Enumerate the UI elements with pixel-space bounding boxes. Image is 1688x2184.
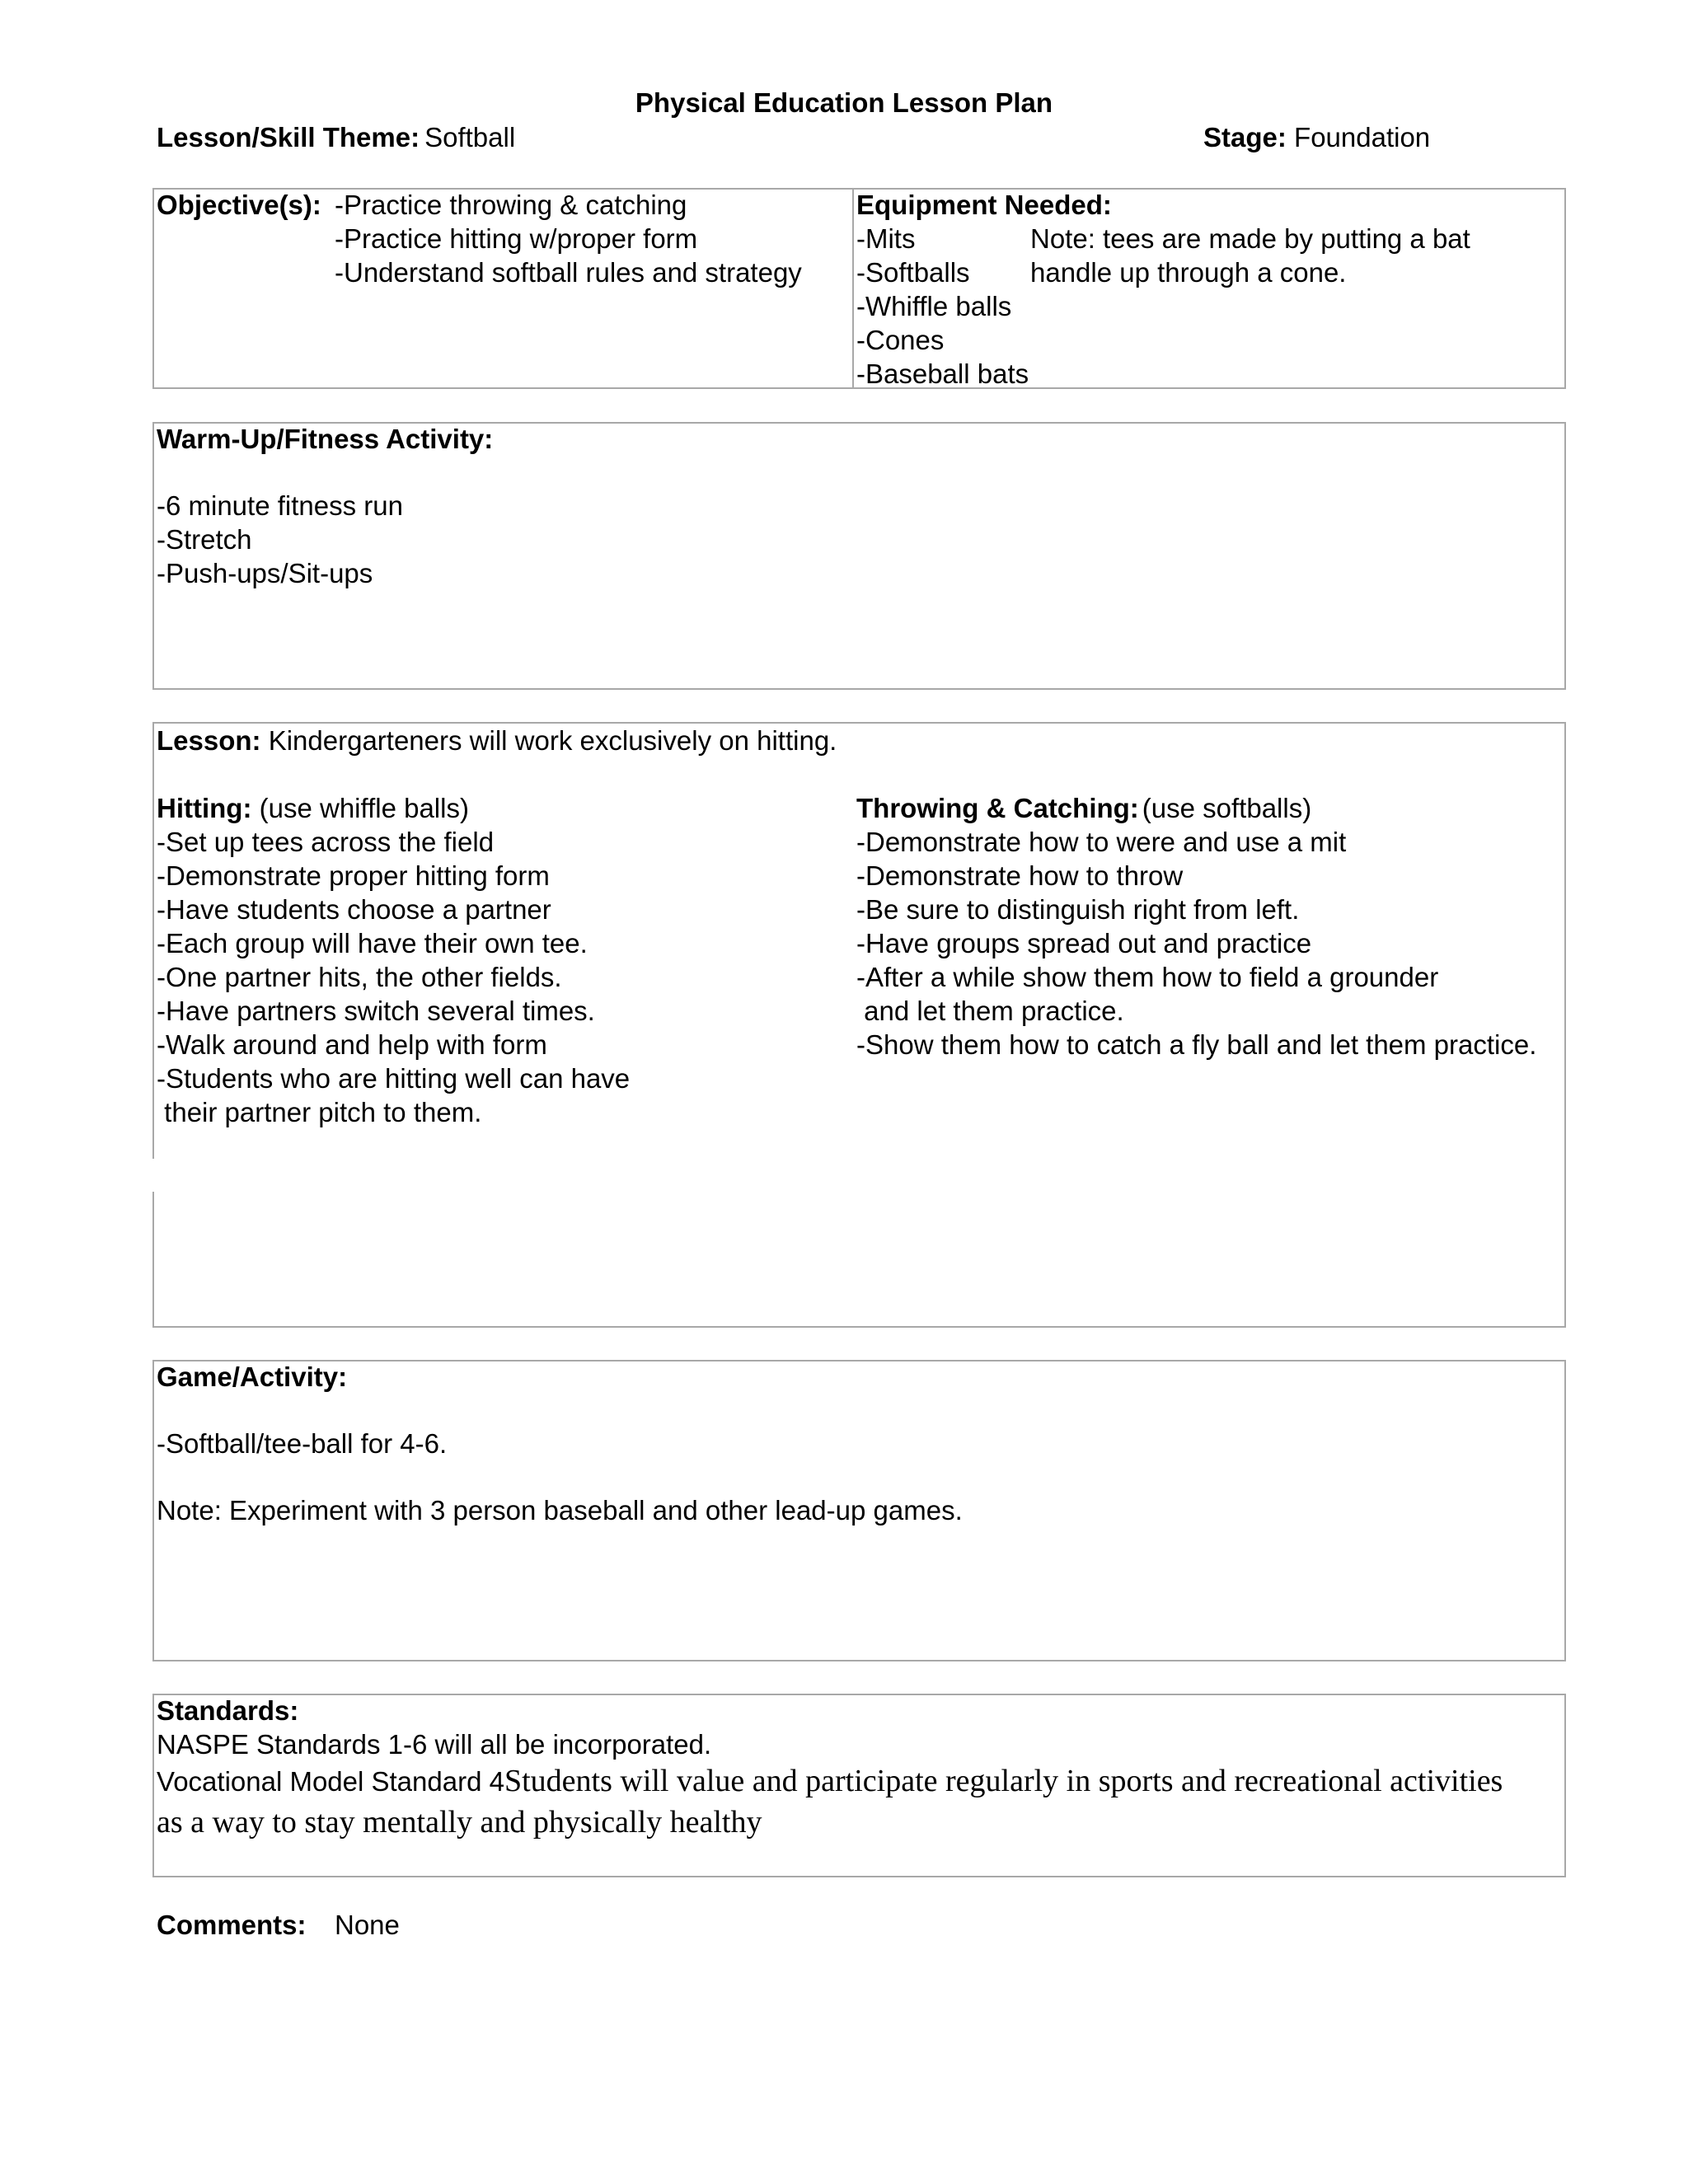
standards-serif-line: Students will value and participate regularly in sports and recreational activities	[504, 1764, 1503, 1798]
game-note: Note: Experiment with 3 person baseball and other lead-up games.	[157, 1495, 963, 1526]
lesson-left-border-lower	[152, 1192, 154, 1328]
hitting-item: -One partner hits, the other fields.	[157, 962, 562, 992]
hitting-sub: (use whiffle balls)	[259, 793, 469, 823]
objective-item: -Practice throwing & catching	[335, 190, 687, 220]
warmup-item: -Stretch	[157, 524, 252, 555]
warmup-item: -Push-ups/Sit-ups	[157, 558, 373, 588]
comments-label: Comments:	[157, 1910, 307, 1940]
hitting-item: -Demonstrate proper hitting form	[157, 860, 550, 891]
theme-value: Softball	[424, 122, 516, 152]
theme-label: Lesson/Skill Theme:	[157, 122, 420, 152]
hitting-item: -Have partners switch several times.	[157, 996, 595, 1026]
warmup-item: -6 minute fitness run	[157, 490, 403, 521]
standards-label: Standards:	[157, 1695, 299, 1726]
throwing-item: -Be sure to distinguish right from left.	[856, 894, 1300, 925]
hitting-heading	[157, 791, 469, 825]
throwing-heading	[856, 791, 1311, 825]
objectives-label: Objective(s):	[157, 190, 321, 220]
objective-item: -Practice hitting w/proper form	[335, 223, 698, 254]
equipment-item: -Softballs	[856, 257, 970, 288]
lesson-left-border-upper	[152, 722, 154, 1159]
hitting-item: their partner pitch to them.	[157, 1097, 482, 1127]
stage-value: Foundation	[1294, 122, 1431, 152]
stage-label: Stage:	[1203, 122, 1287, 152]
objectives-divider	[852, 188, 854, 389]
lesson-intro	[157, 724, 837, 757]
hitting-label: Hitting:	[157, 793, 252, 823]
throwing-label: Throwing & Catching:	[856, 793, 1139, 823]
lesson-text: Kindergarteners will work exclusively on hitting.	[268, 725, 837, 756]
equipment-note-line: Note: tees are made by putting a bat	[1030, 223, 1470, 254]
standards-prefix: Vocational Model Standard 4	[157, 1766, 504, 1797]
throwing-item: -Demonstrate how to were and use a mit	[856, 827, 1347, 857]
theme-row	[157, 120, 515, 154]
equipment-label: Equipment Needed:	[856, 190, 1112, 220]
throwing-sub: (use softballs)	[1142, 793, 1312, 823]
hitting-item: -Have students choose a partner	[157, 894, 551, 925]
game-label: Game/Activity:	[157, 1361, 348, 1392]
warmup-label: Warm-Up/Fitness Activity:	[157, 424, 494, 454]
equipment-note-line: handle up through a cone.	[1030, 257, 1347, 288]
standards-line: NASPE Standards 1-6 will all be incorporated.	[157, 1729, 712, 1760]
throwing-item: -Demonstrate how to throw	[856, 860, 1184, 891]
hitting-item: -Each group will have their own tee.	[157, 928, 588, 958]
equipment-item: -Mits	[856, 223, 916, 254]
throwing-item: and let them practice.	[856, 996, 1124, 1026]
lesson-label: Lesson:	[157, 725, 261, 756]
page-title: Physical Education Lesson Plan	[635, 87, 1053, 118]
game-line: -Softball/tee-ball for 4-6.	[157, 1428, 448, 1459]
stage-row	[1203, 120, 1430, 154]
throwing-item: -Show them how to catch a fly ball and let them practice.	[856, 1029, 1537, 1060]
equipment-item: -Whiffle balls	[856, 291, 1012, 321]
standards-serif-line: as a way to stay mentally and physically healthy	[157, 1805, 762, 1840]
comments-value: None	[335, 1910, 400, 1940]
hitting-item: -Walk around and help with form	[157, 1029, 547, 1060]
equipment-item: -Cones	[856, 325, 945, 355]
standards-vocational	[157, 1760, 1503, 1802]
equipment-item: -Baseball bats	[856, 359, 1029, 389]
throwing-item: -Have groups spread out and practice	[856, 928, 1312, 958]
objective-item: -Understand softball rules and strategy	[335, 257, 802, 288]
throwing-item: -After a while show them how to field a grounder	[856, 962, 1439, 992]
hitting-item: -Students who are hitting well can have	[157, 1063, 631, 1094]
hitting-item: -Set up tees across the field	[157, 827, 495, 857]
